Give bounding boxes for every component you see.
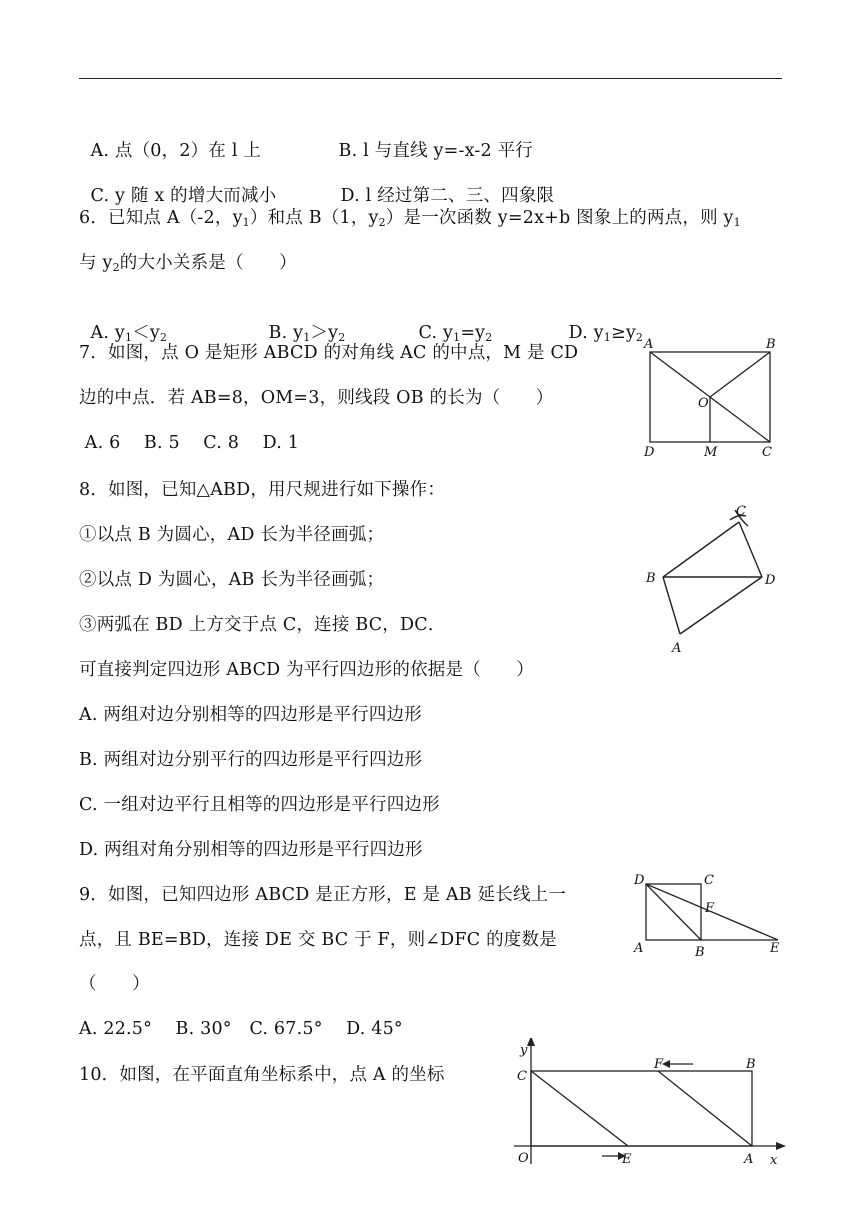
q9-label-d: D [634,873,645,888]
q7-rectangle-figure [638,334,788,462]
q7-label-d: D [644,445,655,460]
q8-option-d: D. 两组对角分别相等的四边形是平行四边形 [79,840,423,860]
q8-step1: ①以点 B 为圆心，AD 长为半径画弧； [79,525,385,545]
q8-question: 可直接判定四边形 ABCD 为平行四边形的依据是（ ） [79,660,534,680]
q10-label-f: F [654,1057,664,1072]
q10-label-o: O [518,1151,529,1166]
q10-label-c: C [517,1069,527,1084]
q8-step2: ②以点 D 为圆心，AB 长为半径画弧； [79,570,385,590]
q10-label-y: y [520,1043,528,1058]
q8-label-a: A [672,641,682,656]
q9-stem-line1: 9．如图，已知四边形 ABCD 是正方形，E 是 AB 延长线上一 [79,885,567,905]
q7-label-a: A [644,337,654,352]
q6-option-c: C. $y_1=y_2$ [418,323,493,344]
q5-options-row2 [79,160,554,208]
q5-options-row1 [79,115,533,163]
q8-option-b: B. 两组对边分别平行的四边形是平行四边形 [79,750,423,770]
q9-stem-line3: （ ） [79,974,150,994]
q9-square-figure [630,870,790,960]
q9-options: A. 22.5° B. 30° C. 67.5° D. 45° [79,1019,403,1039]
q5-option-c: C. y 随 x 的增大而减小 [90,186,277,206]
q9-stem-line2: 点，且 BE=BD，连接 DE 交 BC 于 F，则∠DFC 的度数是 [79,930,557,950]
q8-parallelogram-figure [640,496,790,660]
q8-label-c: C [736,504,746,519]
q10-stem-line1: 10．如图，在平面直角坐标系中，点 A 的坐标 [79,1065,445,1085]
q8-option-a: A. 两组对边分别相等的四边形是平行四边形 [79,705,422,725]
q7-label-o: O [698,396,709,411]
q7-label-b: B [766,337,776,352]
q6-option-b: B. $y_1>y_2$ [268,323,346,344]
q7-stem-line1: 7．如图，点 O 是矩形 ABCD 的对角线 AC 的中点，M 是 CD [79,343,579,363]
q8-stem-line1: 8．如图，已知△ABD，用尺规进行如下操作： [79,480,446,500]
q8-label-d: D [765,573,776,588]
q7-label-c: C [762,445,772,460]
q9-label-b: B [695,945,705,960]
q8-label-b: B [646,571,656,586]
q7-label-m: M [704,445,718,460]
q7-stem-line2: 边的中点．若 AB=8，OM=3，则线段 OB 的长为（ ） [79,388,554,408]
q6-stem-line2: 与 $y_2$的大小关系是（ ） [79,253,297,274]
q9-label-c: C [704,873,714,888]
q9-label-e: E [770,941,780,956]
q8-step3: ③两弧在 BD 上方交于点 C，连接 BC，DC． [79,615,446,635]
q9-label-a: A [634,941,644,956]
q9-label-f: F [705,901,715,916]
q8-option-c: C. 一组对边平行且相等的四边形是平行四边形 [79,795,440,815]
q7-options: A. 6 B. 5 C. 8 D. 1 [79,433,300,453]
q5-option-a: A. 点（0，2）在 l 上 [90,141,262,161]
q5-option-b: B. l 与直线 y=-x-2 平行 [338,141,533,161]
q10-coordinate-figure [508,1038,788,1170]
header-rule [79,78,782,79]
q5-option-d: D. l 经过第二、三、四象限 [340,186,555,206]
q10-label-e: E [622,1152,632,1167]
q10-label-b: B [746,1057,756,1072]
q6-stem-line1: 6．已知点 A（-2，$y_1$）和点 B（1，$y_2$）是一次函数 y=2x+b 图象上的两点，则 $y_1$ [79,208,741,229]
q10-label-x: x [770,1153,778,1168]
q6-option-d: D. $y_1\ge y_2$ [568,323,644,344]
q10-label-a: A [744,1152,754,1167]
q6-option-a: A. $y_1<y_2$ [90,323,168,344]
